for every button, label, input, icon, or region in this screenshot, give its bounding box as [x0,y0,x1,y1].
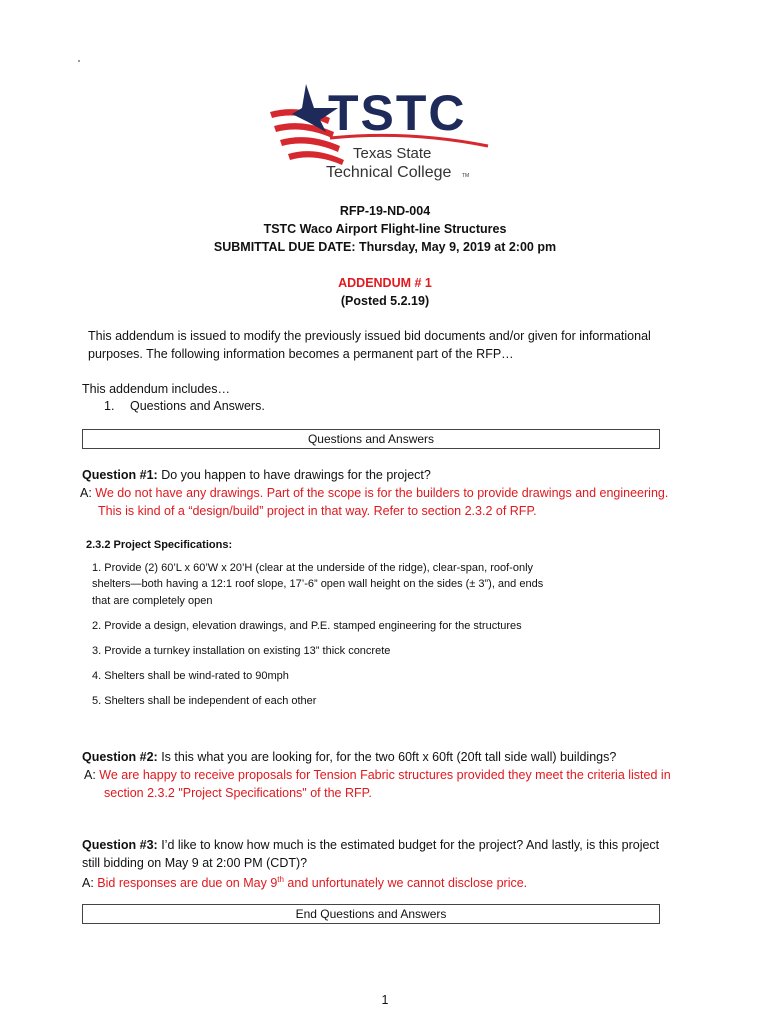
spec-item-1-line-3: that are completely open [92,595,213,607]
spec-item-4: 4. Shelters shall be wind-rated to 90mph [92,670,289,682]
question-label: Question #3: [82,838,158,852]
includes-label: This addendum includes… [82,382,230,396]
posted-date: (Posted 5.2.19) [340,294,430,308]
spec-item-5: 5. Shelters shall be independent of each other [92,695,317,707]
question-label: Question #2: [82,750,158,764]
stray-mark [78,60,80,62]
question-2 [82,748,616,766]
intro-line-2: purposes. The following information becomes a permanent part of the RFP… [88,347,514,361]
intro-line-1: This addendum is issued to modify the previously issued bid documents and/or given for informational [88,329,651,343]
question-3-line-2: still bidding on May 9 at 2:00 PM (CDT)? [82,856,308,870]
rfp-number: RFP-19-ND-004 [339,204,431,218]
due-date: SUBMITTAL DUE DATE: Thursday, May 9, 2019 at 2:00 pm [213,240,557,254]
spec-item-3: 3. Provide a turnkey installation on existing 13” thick concrete [92,645,391,657]
spec-item-1-line-2: shelters—both having a 12:1 roof slope, 17’-6” open wall height on the sides (± 3”), and ends [92,578,544,590]
addendum-title: ADDENDUM # 1 [338,276,432,290]
answer-label: A: [80,486,92,500]
answer-text: We are happy to receive proposals for Tension Fabric structures provided they meet the criteria listed in [99,768,671,782]
tstc-logo [258,74,506,192]
answer-label: A: [82,876,94,891]
answer-2-line-2: section 2.3.2 "Project Specifications" of the RFP. [104,786,372,800]
logo-stripe [288,151,344,165]
question-1 [82,466,431,484]
answer-1-line-2: This is kind of a “design/build” project in that way. Refer to section 2.3.2 of RFP. [98,504,537,518]
qa-section-header: Questions and Answers [82,429,660,449]
answer-text: Bid responses are due on May 9 [97,876,278,891]
list-item-text: Questions and Answers. [130,399,265,413]
question-3 [82,836,659,854]
answer-2-line-1 [84,766,671,784]
question-label: Question #1: [82,468,158,482]
answer-text: We do not have any drawings. Part of the scope is for the builders to provide drawings and engineering. [95,486,669,500]
end-section-header: End Questions and Answers [82,904,660,924]
project-title: TSTC Waco Airport Flight-line Structures [263,222,507,236]
question-text: I’d like to know how much is the estimated budget for the project? And lastly, is this project [161,838,660,852]
answer-3 [82,871,527,892]
logo-acronym: TSTC [328,85,467,141]
logo-tm: TM [462,173,470,179]
page-number: 1 [381,993,389,1007]
spec-item-1-line-1: 1. Provide (2) 60’L x 60’W x 20’H (clear at the underside of the ridge), clear-span, roof-only [92,562,534,574]
question-text: Do you happen to have drawings for the project? [161,468,431,482]
question-text: Is this what you are looking for, for the two 60ft x 60ft (20ft tall side wall) buildings? [161,750,617,764]
spec-item-2: 2. Provide a design, elevation drawings, and P.E. stamped engineering for the structures [92,620,522,632]
logo-line1: Texas State [353,145,432,162]
answer-label: A: [84,768,96,782]
answer-superscript: th [277,875,284,884]
specs-title: 2.3.2 Project Specifications: [86,539,233,551]
answer-text-continued: and unfortunately we cannot disclose price. [287,876,528,891]
logo-line2: Technical College [326,164,452,181]
answer-1-line-1 [80,484,668,502]
list-number: 1. [104,399,115,413]
